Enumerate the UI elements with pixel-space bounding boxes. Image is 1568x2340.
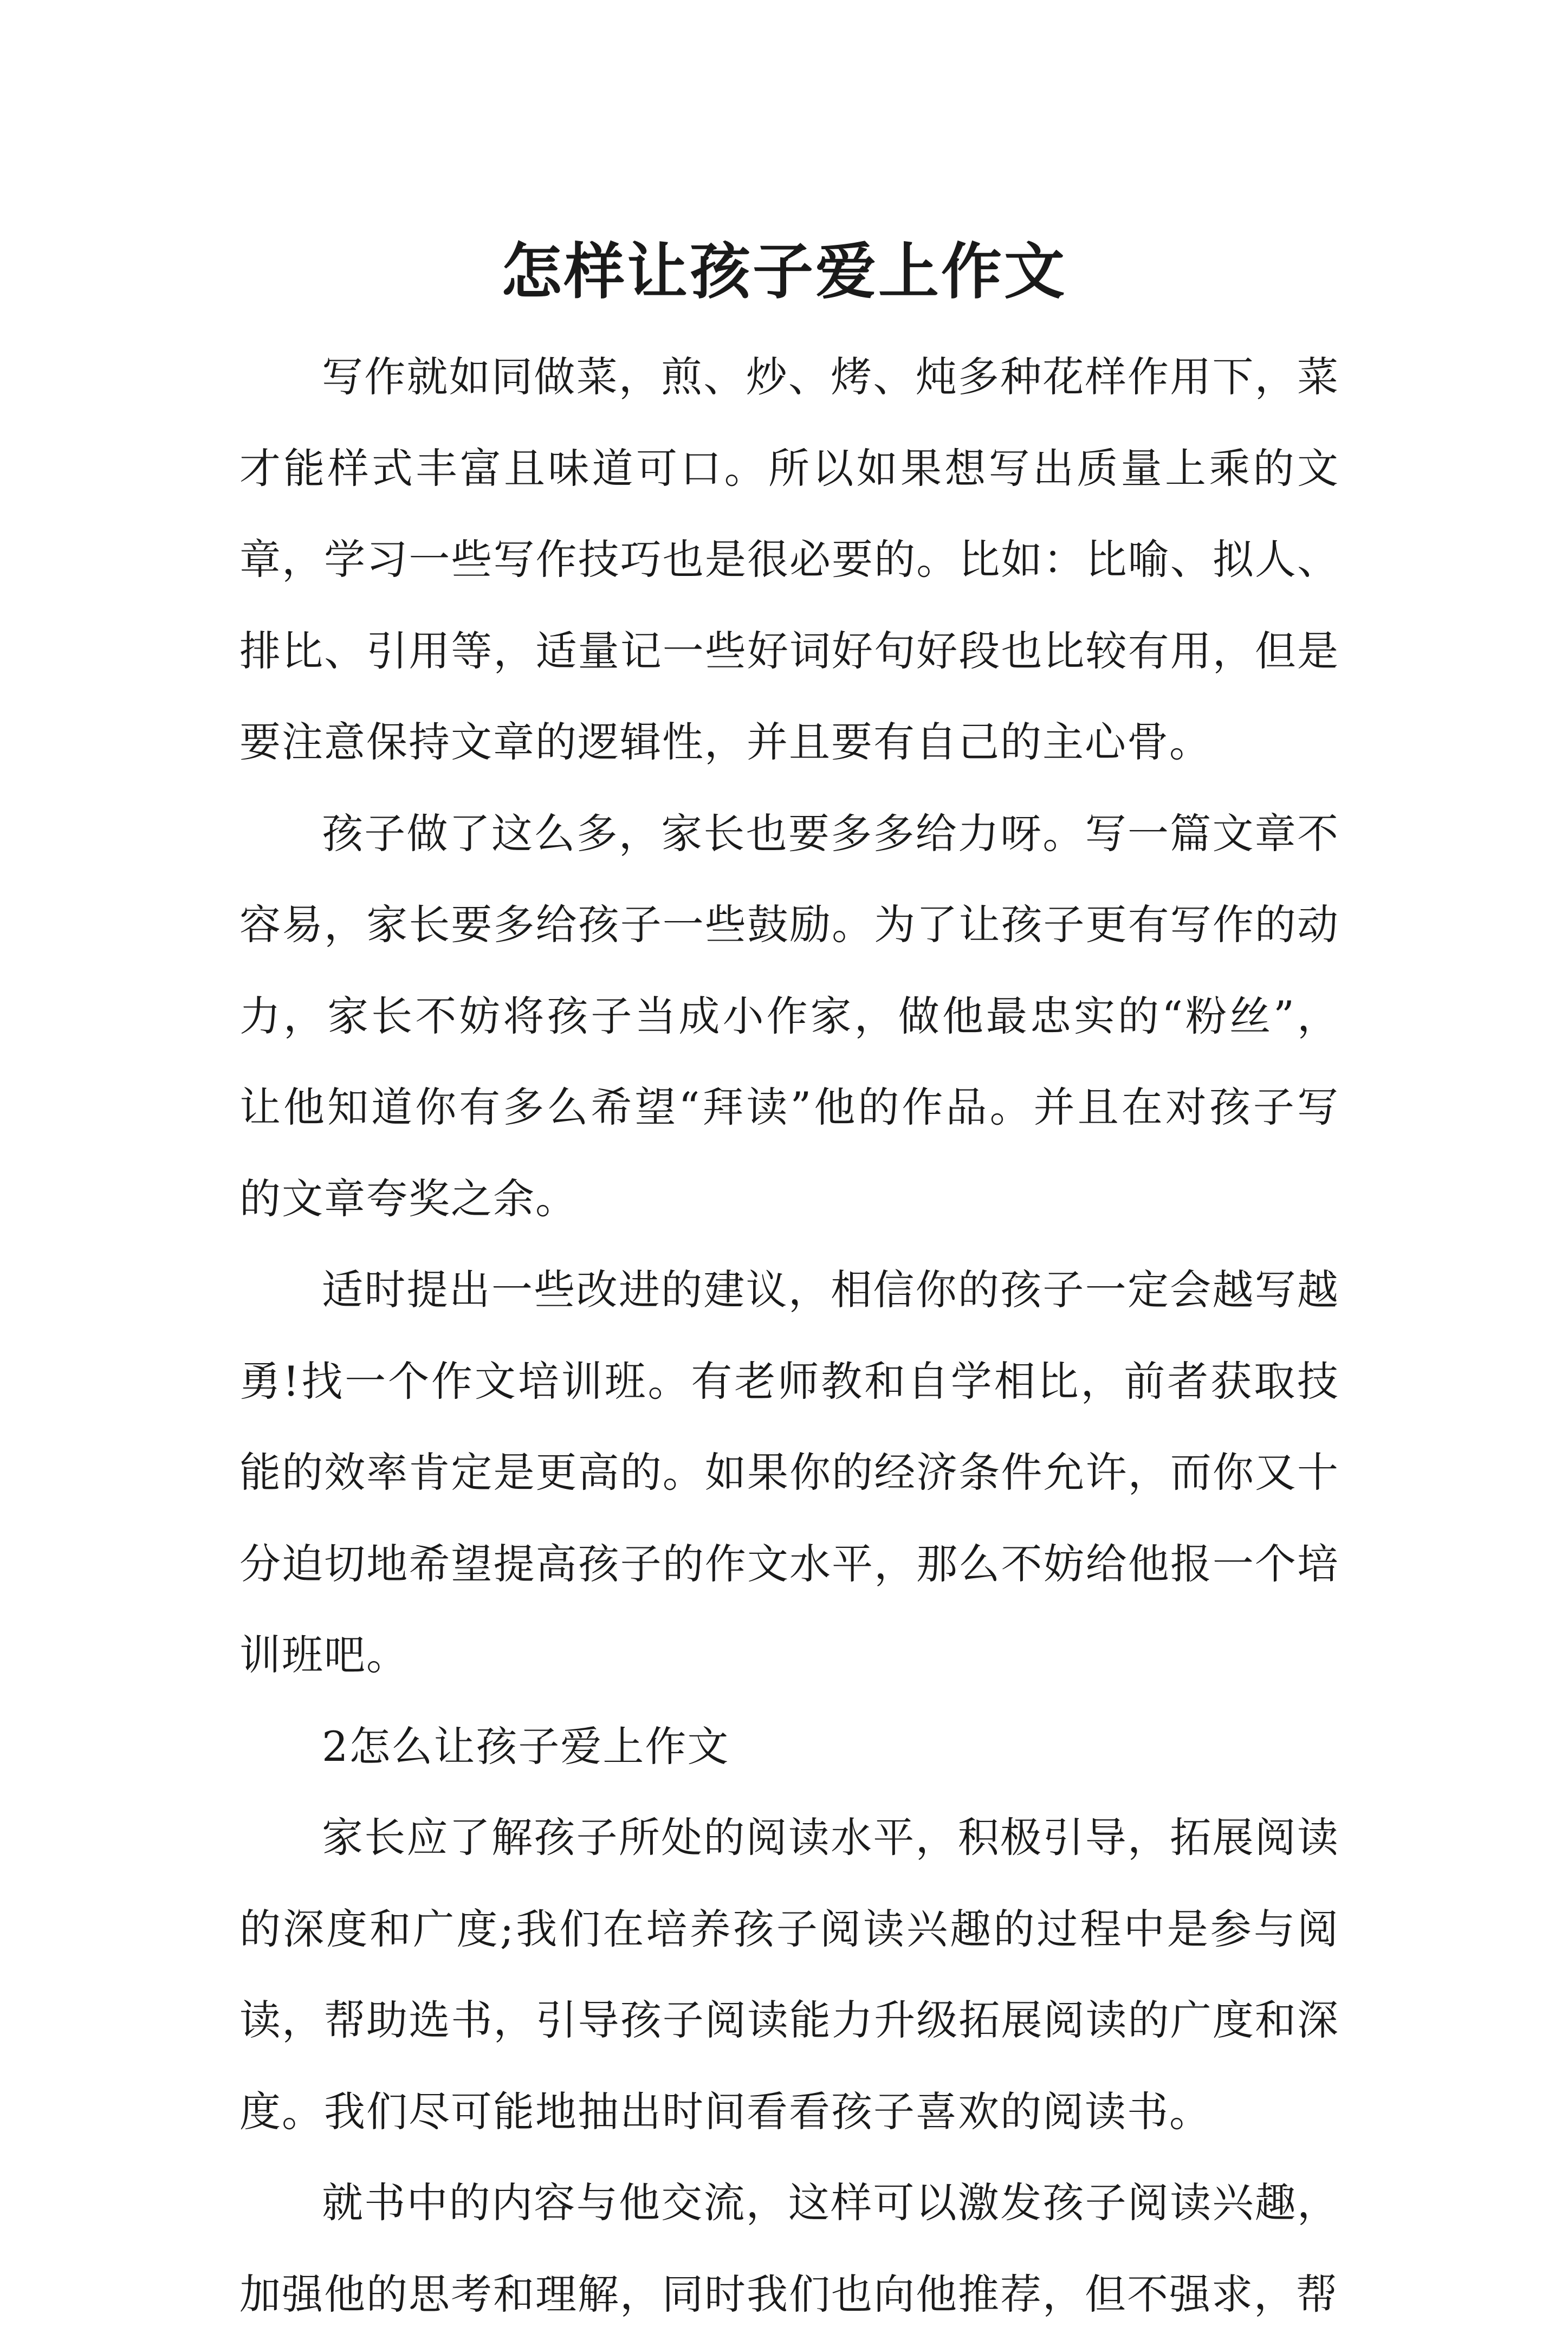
paragraph-4: 家长应了解孩子所处的阅读水平，积极引导，拓展阅读的深度和广度;我们在培养孩子阅读兴趣的过程中是参与阅读，帮助选书，引导孩子阅读能力升级拓展阅读的广度和深度。我们尽可能地抽出时间看看孩子喜欢的阅读书。 (239, 1813, 1339, 2136)
paragraph-3: 适时提出一些改进的建议，相信你的孩子一定会越写越勇!找一个作文培训班。有老师教和自学相比，前者获取技能的效率肯定是更高的。如果你的经济条件允许，而你又十分迫切地希望提高孩子的作文水平，那么不妨给他报一个培训班吧。 (239, 1266, 1339, 1679)
document-body (239, 332, 1339, 2340)
section-heading: 2怎么让孩子爱上作文 (322, 1722, 730, 1771)
paragraph-1: 写作就如同做菜，煎、炒、烤、炖多种花样作用下，菜才能样式丰富且味道可口。所以如果想写出质量上乘的文章，学习一些写作技巧也是很必要的。比如：比喻、拟人、排比、引用等，适量记一些好词好句好段也比较有用，但是要注意保持文章的逻辑性，并且要有自己的主心骨。 (239, 353, 1339, 766)
paragraph-5: 就书中的内容与他交流，这样可以激发孩子阅读兴趣，加强他的思考和理解，同时我们也向他推荐，但不强求，帮 (239, 2179, 1339, 2318)
paragraph-2: 孩子做了这么多，家长也要多多给力呀。写一篇文章不容易，家长要多给孩子一些鼓励。为了让孩子更有写作的动力，家长不妨将孩子当成小作家，做他最忠实的“粉丝”，让他知道你有多么希望“拜读”他的作品。并且在对孩子写的文章夸奖之余。 (239, 809, 1339, 1223)
document-title: 怎样让孩子爱上作文 (501, 236, 1067, 308)
